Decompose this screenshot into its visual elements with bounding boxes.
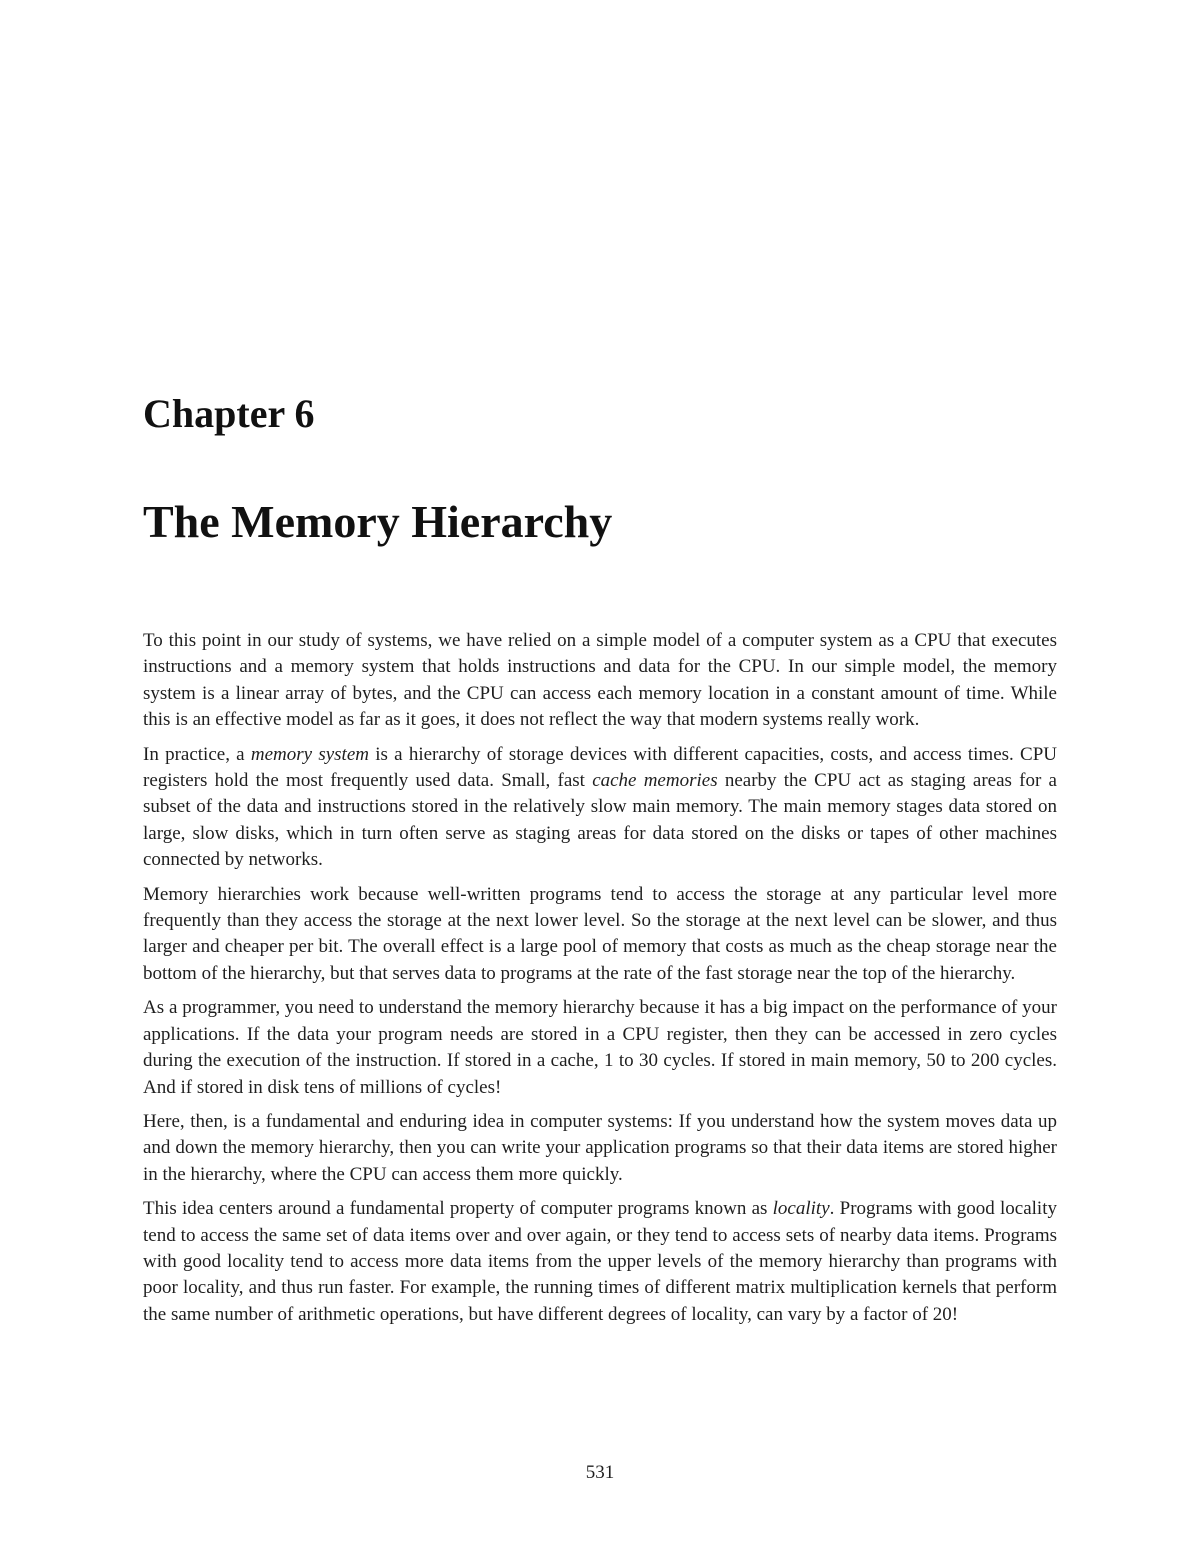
text-run: nearby the CPU act as staging areas for a subset of the data and instructions stored in the relatively slow main memory. The main memory stages data stored on large, slow disks, which in turn often serve as staging areas for data stored on the disks or tapes of other machines connected by networks. (143, 770, 1057, 871)
paragraph (143, 1109, 1057, 1188)
paragraph (143, 742, 1057, 874)
paragraph (143, 628, 1057, 734)
chapter-number: Chapter 6 (143, 391, 315, 436)
text-run: . Programs with good locality tend to access the same set of data items over and over again, or they tend to access sets of nearby data items. Programs with good locality tend to access more data items from the upper levels of the memory hierarchy than programs with poor locality, and thus run faster. For example, the running times of different matrix multiplication kernels that perform the same number of arithmetic operations, but have different degrees of locality, can vary by a factor of 20! (143, 1198, 1057, 1325)
text-run: This idea centers around a fundamental property of computer programs known as (143, 1198, 773, 1220)
page-number: 531 (585, 1462, 615, 1483)
text-run: In practice, a (143, 743, 251, 765)
text-run: Here, then, is a fundamental and enduring idea in computer systems: If you understand how the system moves data up and down the memory hierarchy, then you can write your application programs so that their data items are stored higher in the hierarchy, where the CPU can access them more quickly. (143, 1110, 1057, 1185)
text-run: is a hierarchy of storage devices with different capacities, costs, and access times. CPU registers hold the most frequently used data. Small, fast (143, 743, 1057, 792)
chapter-title: The Memory Hierarchy (143, 496, 613, 547)
text-run: To this point in our study of systems, we have relied on a simple model of a computer system as a CPU that executes instructions and a memory system that holds instructions and data for the CPU. In our simple model, the memory system is a linear array of bytes, and the CPU can access each memory location in a constant amount of time. While this is an effective model as far as it goes, it does not reflect the way that modern systems really work. (143, 630, 1057, 731)
paragraph (143, 1196, 1057, 1328)
text-run: As a programmer, you need to understand the memory hierarchy because it has a big impact on the performance of your applications. If the data your program needs are stored in a CPU register, then they can be accessed in zero cycles during the execution of the instruction. If stored in a cache, 1 to 30 cycles. If stored in main memory, 50 to 200 cycles. And if stored in disk tens of millions of cycles! (143, 997, 1057, 1098)
text-run: Memory hierarchies work because well-written programs tend to access the storage at any particular level more frequently than they access the storage at the next lower level. So the storage at the next level can be slower, and thus larger and cheaper per bit. The overall effect is a large pool of memory that costs as much as the cheap storage near the bottom of the hierarchy, but that serves data to programs at the rate of the fast storage near the top of the hierarchy. (143, 883, 1057, 984)
paragraph (143, 882, 1057, 988)
emphasized-term: memory system (250, 743, 369, 765)
emphasized-term: cache memories (592, 770, 718, 792)
paragraph (143, 995, 1057, 1101)
emphasized-term: locality (772, 1198, 830, 1220)
chapter-body (143, 628, 1057, 1336)
